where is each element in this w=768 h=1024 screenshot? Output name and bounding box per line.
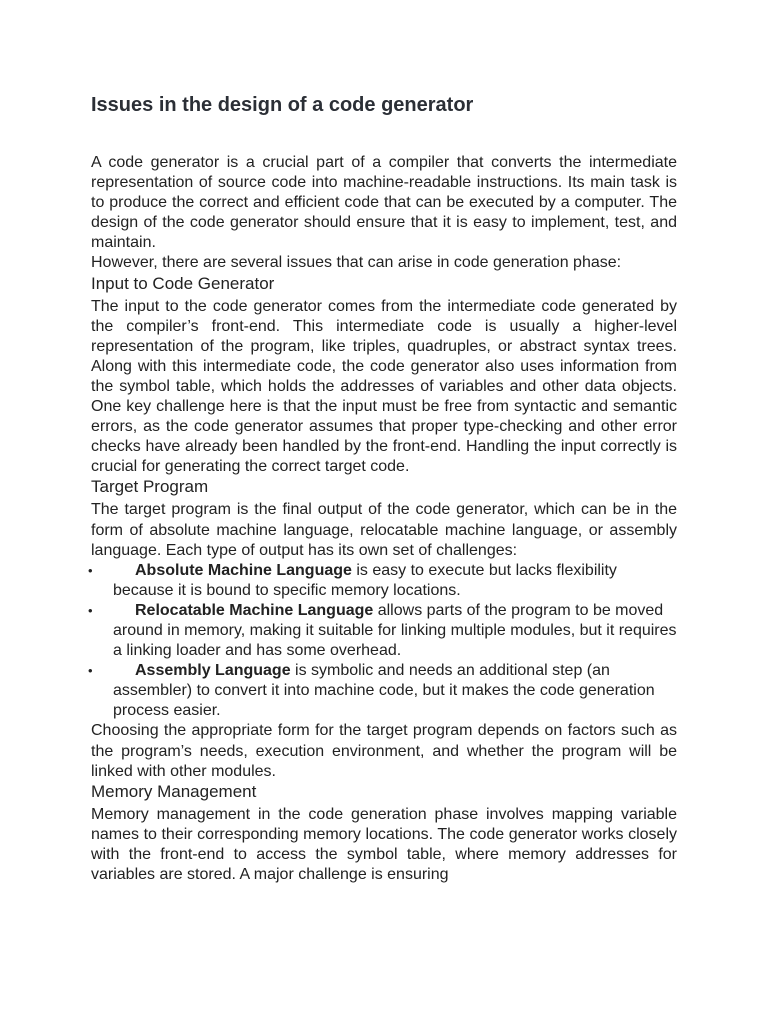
list-item bbox=[88, 661, 677, 721]
section-paragraph-memory-management: Memory management in the code generation phase involves mapping variable names to their corresponding memory locations. The code generator works closely with the front-end to access the symbol table, where memory addresses for variables are stored. A major challenge is ensuring bbox=[91, 805, 677, 883]
section-closing-target-program: Choosing the appropriate form for the target program depends on factors such as the program’s needs, execution environment, and whether the program will be linked with other modules. bbox=[91, 722, 677, 780]
bullet-icon: • bbox=[88, 663, 93, 679]
list-item-term: Relocatable Machine Language bbox=[135, 601, 374, 619]
section-paragraph-target-program: The target program is the final output of the code generator, which can be in the form of absolute machine language, relocatable machine language, or assembly language. Each type of output has its own set of challenges: bbox=[91, 501, 677, 559]
section-paragraph-input: The input to the code generator comes from the intermediate code generated by the compiler’s front-end. This intermediate code is usually a higher-level representation of the program, like triples, quadruples, or abstract syntax trees. Along with this intermediate code, the code generator also uses information from the symbol table, which holds the addresses of variables and other data objects. One key challenge here is that the input must be free from syntactic and semantic errors, as the code generator assumes that proper type-checking and other error checks have already been handled by the front-end. Handling the input correctly is crucial for generating the correct target code. bbox=[91, 297, 677, 476]
list-item bbox=[88, 561, 677, 601]
bullet-icon: • bbox=[88, 602, 93, 618]
list-item-term: Assembly Language bbox=[135, 662, 291, 680]
list-item-text: allows parts of the program to be moved around in memory, making it suitable for linking multiple modules, but it requires a linking loader and has some overhead. bbox=[113, 601, 677, 660]
list-item-text: is symbolic and needs an additional step (an assembler) to convert it into machine code, but it makes the code generation process easier. bbox=[113, 662, 655, 720]
section-heading-target-program: Target Program bbox=[91, 477, 209, 497]
list-item-text: is easy to execute but lacks flexibility because it is bound to specific memory locations. bbox=[113, 561, 617, 599]
list-item bbox=[88, 601, 677, 661]
section-heading-memory-management: Memory Management bbox=[91, 781, 257, 801]
document-body bbox=[88, 153, 677, 885]
intro-lead-in: However, there are several issues that can arise in code generation phase: bbox=[91, 254, 622, 272]
target-forms-list bbox=[88, 561, 677, 722]
list-item-term: Absolute Machine Language bbox=[135, 561, 352, 579]
bullet-icon: • bbox=[88, 562, 93, 578]
intro-paragraph: A code generator is a crucial part of a compiler that converts the intermediate representation of source code into machine-readable instructions. Its main task is to produce the correct and efficient code that can be executed by a computer. The design of the code generator should ensure that it is easy to implement, test, and maintain. bbox=[91, 154, 677, 252]
page-title: Issues in the design of a code generator bbox=[91, 94, 474, 116]
section-heading-input: Input to Code Generator bbox=[91, 273, 275, 293]
